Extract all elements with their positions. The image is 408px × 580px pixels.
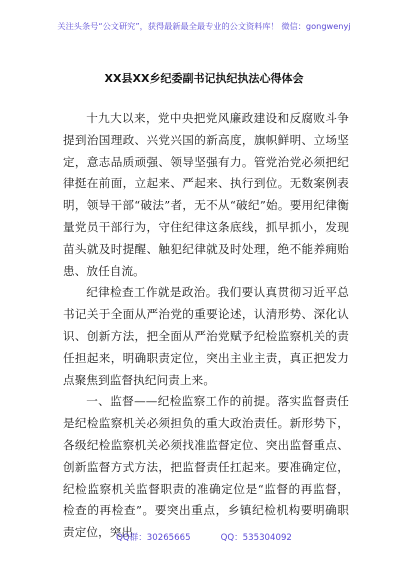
footer-qq: QQ：535304092 [220, 533, 292, 543]
paragraph-2: 纪律检查工作就是政治。我们要认真贯彻习近平总书记关于全面从严治党的重要论述，认清形势、深化认识、创新方法，把全面从严治党赋予纪检监察机关的责任担起来，明确职责定位，突出主业主责，真正把发力点聚焦到监督执纪问责上来。 [63, 285, 349, 387]
document-title: XX县XX乡纪委副书记执纪执法心得体会 [104, 72, 304, 85]
paragraph-3: 一、监督——纪检监察工作的前提。落实监督责任是纪检监察机关必须担负的重大政治责任。新形势下，各级纪检监察机关必须找准监督定位、突出监督重点、创新监督方式方法，把监督责任扛起来。要准确定位，纪检监察机关监督职责的准确定位是“监督的再监督，检查的再检查”。要突出重点，乡镇纪检机构要明确职责定位，突出 [63, 394, 349, 540]
document-body [63, 108, 349, 544]
header-banner: 关注头条号“公文研究”，获得最新最全最专业的公文资料库！ 微信：gongwenyj [57, 21, 351, 31]
paragraph-1: 十九大以来，党中央把党风廉政建设和反腐败斗争提到治国理政、兴党兴国的新高度，旗帜鲜明、立场坚定，意志品质顽强、领导坚强有力。管党治党必须把纪律挺在前面，立起来、严起来、执行到位。无数案例表明，领导干部“破法”者，无不从“破纪”始。要用纪律衡量党员干部行为，守住纪律这条底线，抓早抓小，发现苗头就及时提醒、触犯纪律就及时处理，绝不能养痈贻患、放任自流。 [63, 111, 349, 278]
footer-qq-group: QQ群：30265665 [116, 533, 191, 543]
footer-contact [0, 531, 408, 543]
